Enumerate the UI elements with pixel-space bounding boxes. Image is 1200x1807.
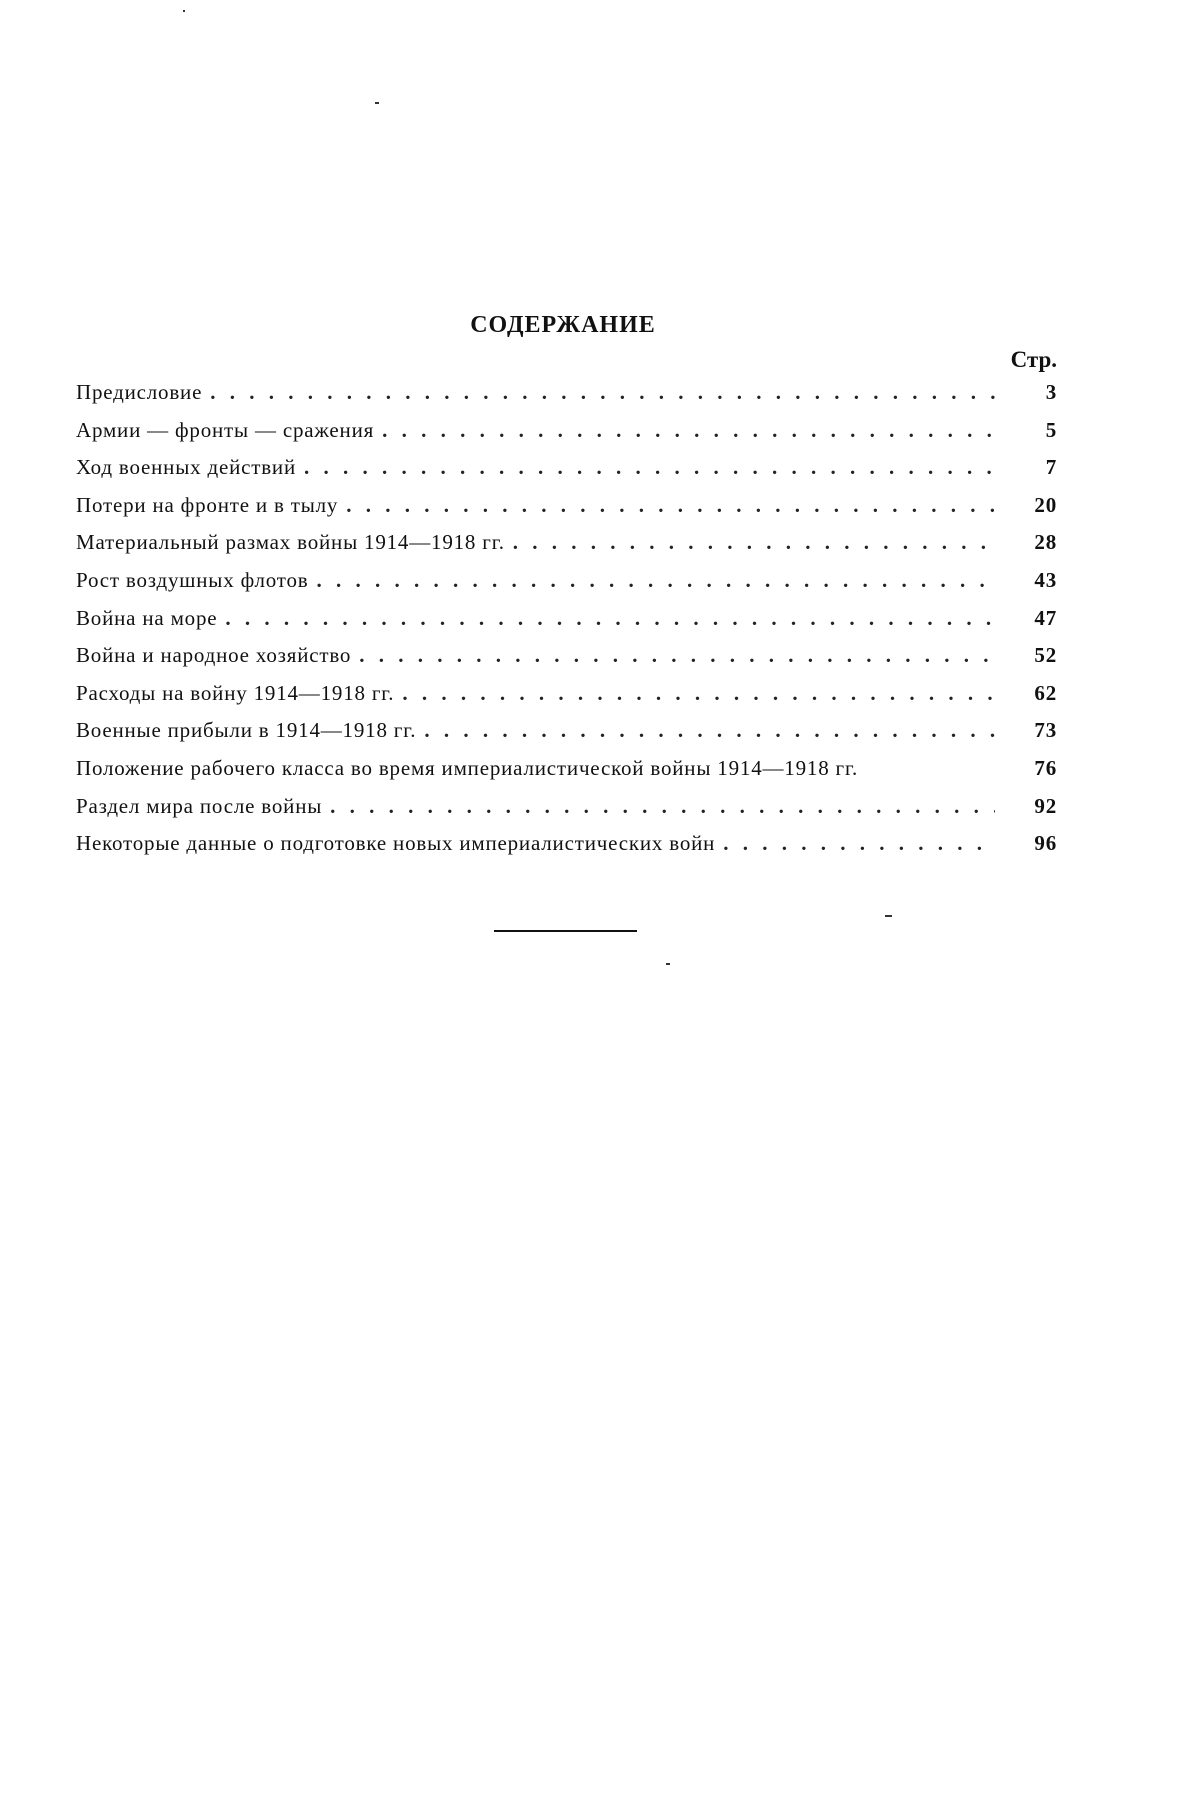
page-column-header: Стр. [1010, 347, 1057, 372]
toc-entry-title: Война на море [76, 605, 218, 630]
scan-speck [375, 102, 379, 104]
dot-leader [346, 493, 995, 518]
table-of-contents [76, 380, 1057, 869]
scan-speck [885, 915, 892, 917]
dot-leader [225, 606, 995, 631]
dot-leader [382, 418, 995, 443]
toc-entry-title: Потери на фронте и в тылу [76, 492, 339, 517]
dot-leader [330, 794, 995, 819]
toc-entry-title: Раздел мира после войны [76, 793, 323, 818]
toc-entry[interactable] [76, 530, 1057, 568]
dot-leader [304, 455, 995, 480]
toc-entry-page: 5 [1045, 417, 1057, 442]
toc-entry-page: 52 [1034, 643, 1057, 668]
toc-entry[interactable] [76, 794, 1057, 832]
toc-entry-page: 7 [1045, 455, 1057, 480]
toc-entry-title: Положение рабочего класса во время империалистической войны 1914—1918 гг. [76, 755, 859, 780]
toc-entry[interactable] [76, 643, 1057, 681]
toc-entry-title: Некоторые данные о подготовке новых империалистических войн [76, 831, 716, 856]
toc-entry-page: 76 [1034, 755, 1057, 780]
toc-entry[interactable] [76, 681, 1057, 719]
toc-entry-page: 3 [1045, 380, 1057, 404]
dot-leader [424, 718, 995, 743]
toc-entry-page: 28 [1034, 530, 1057, 555]
toc-entry-page: 92 [1034, 793, 1057, 818]
toc-entry[interactable] [76, 756, 1057, 794]
toc-entry-title: Армии — фронты — сражения [76, 417, 375, 442]
toc-entry-title: Военные прибыли в 1914—1918 гг. [76, 718, 417, 743]
page-title: СОДЕРЖАНИЕ [470, 312, 656, 338]
toc-entry-page: 20 [1034, 492, 1057, 517]
section-end-rule [494, 930, 637, 932]
toc-entry[interactable] [76, 380, 1057, 418]
toc-entry-title: Ход военных действий [76, 455, 296, 480]
toc-entry-title: Рост воздушных флотов [76, 567, 309, 592]
toc-entry-page: 96 [1034, 831, 1057, 856]
scan-speck [183, 10, 185, 12]
toc-entry-title: Война и народное хозяйство [76, 643, 352, 668]
toc-entry[interactable] [76, 606, 1057, 644]
toc-entry[interactable] [76, 418, 1057, 456]
dot-leader [402, 681, 995, 706]
toc-entry[interactable] [76, 831, 1057, 869]
dot-leader [723, 831, 995, 856]
toc-entry[interactable] [76, 718, 1057, 756]
dot-leader [359, 643, 995, 668]
dot-leader [513, 530, 995, 555]
dot-leader [316, 568, 995, 593]
toc-entry-page: 62 [1034, 680, 1057, 705]
toc-entry[interactable] [76, 568, 1057, 606]
toc-entry-title: Расходы на войну 1914—1918 гг. [76, 680, 395, 705]
toc-entry[interactable] [76, 455, 1057, 493]
toc-entry-title: Материальный размах войны 1914—1918 гг. [76, 530, 505, 555]
toc-entry[interactable] [76, 493, 1057, 531]
toc-entry-page: 47 [1034, 605, 1057, 630]
toc-entry-title: Предисловие [76, 380, 203, 404]
scan-speck [666, 963, 670, 965]
toc-entry-page: 43 [1034, 567, 1057, 592]
dot-leader [210, 380, 995, 405]
toc-entry-page: 73 [1034, 718, 1057, 743]
